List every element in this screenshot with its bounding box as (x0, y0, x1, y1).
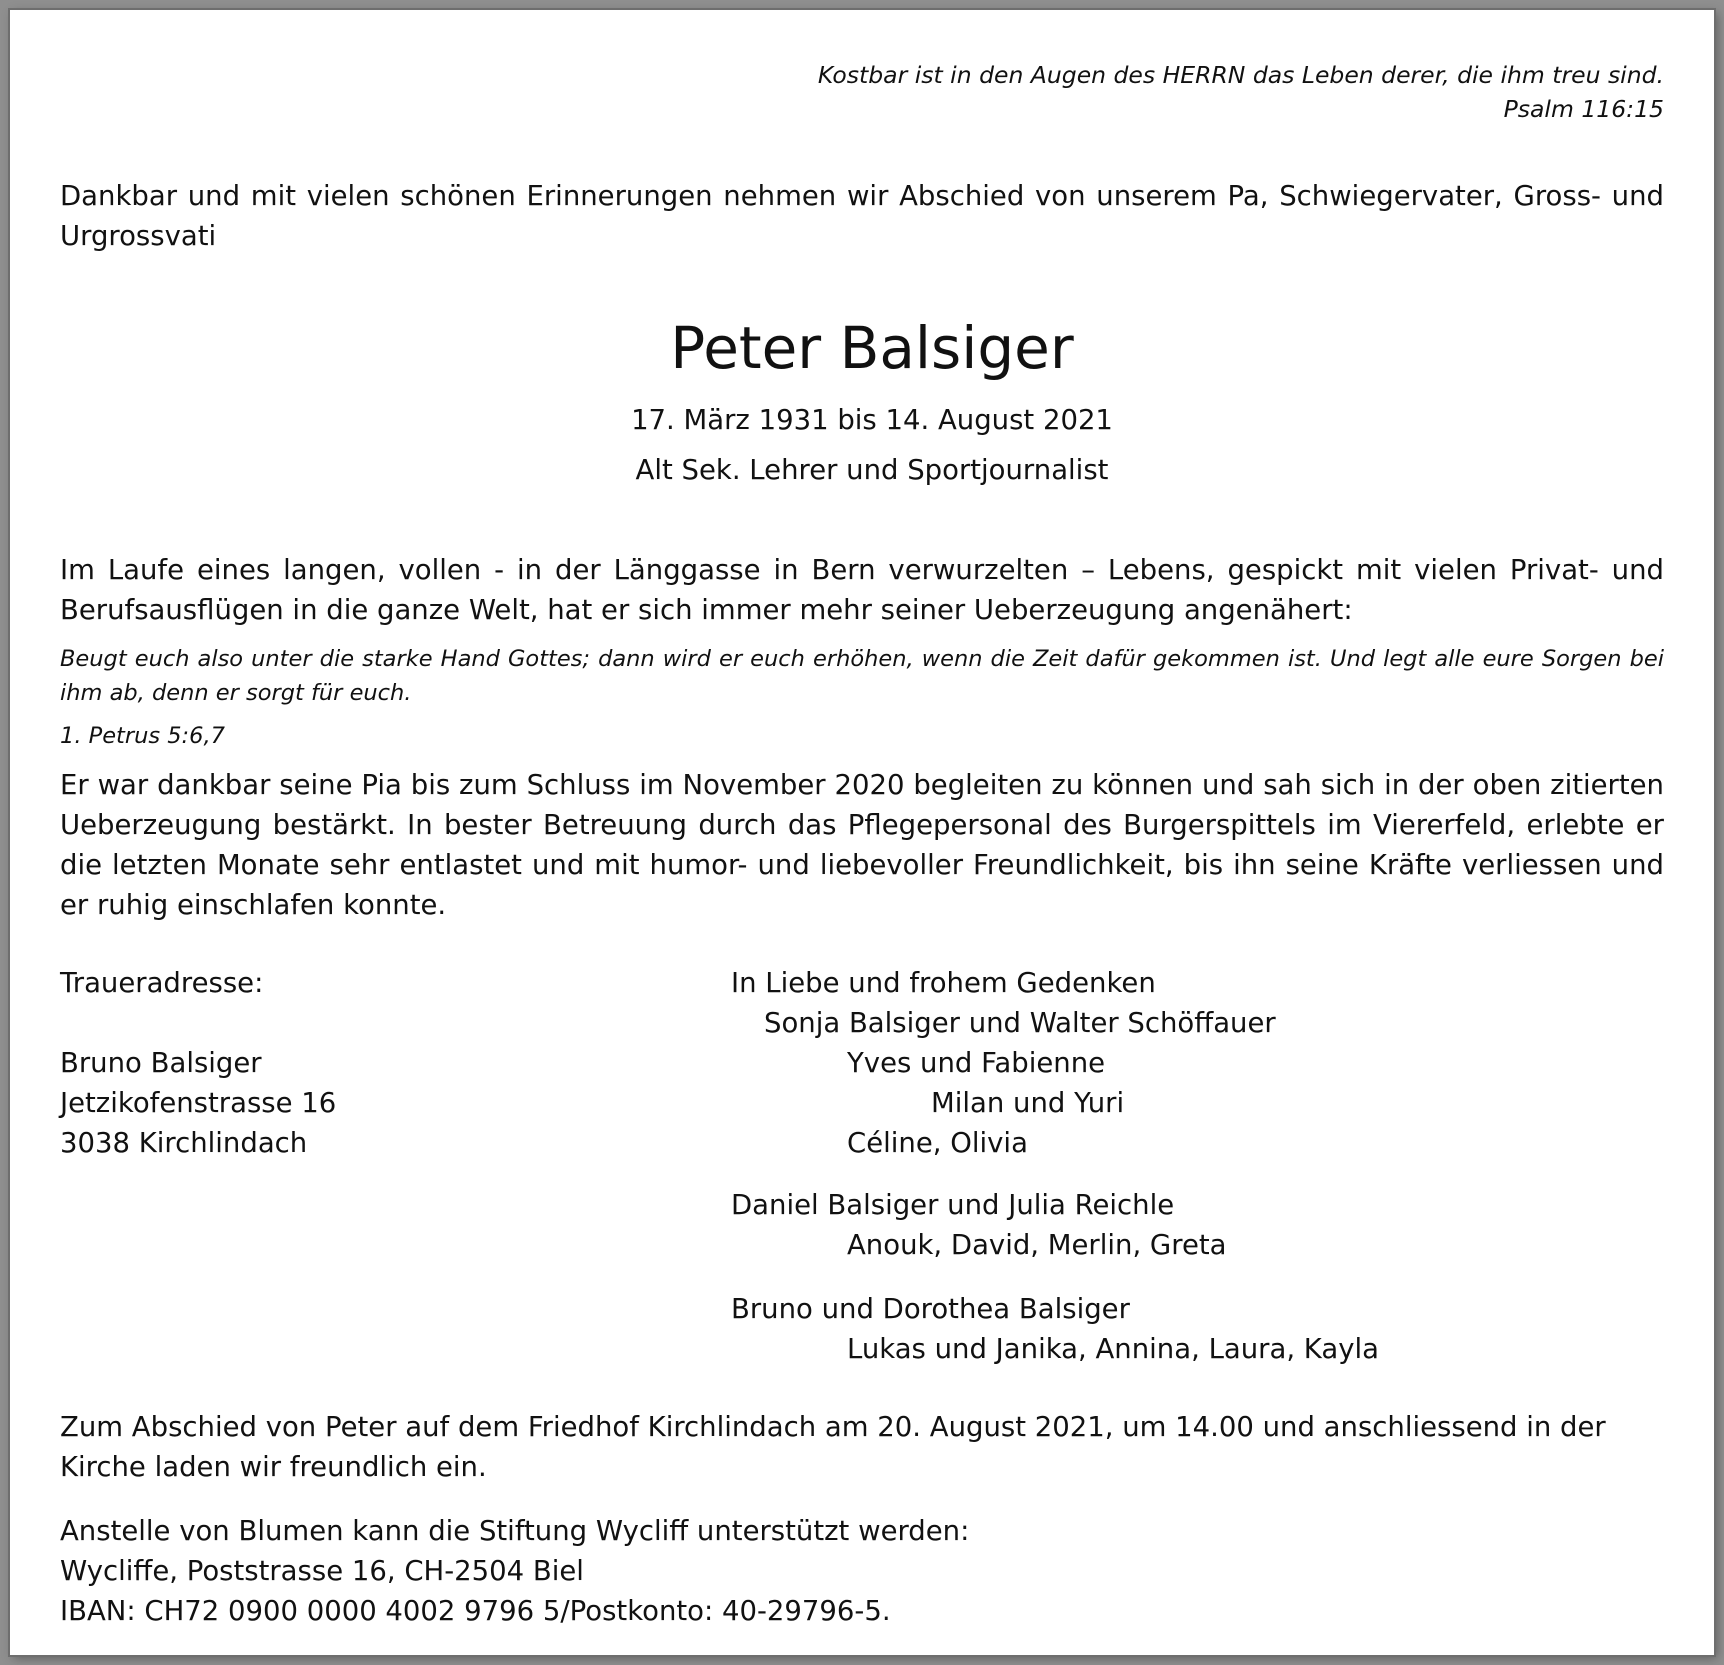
address-name: Bruno Balsiger (60, 1047, 262, 1079)
deceased-name: Peter Balsiger (670, 314, 1074, 382)
family-member-children: Céline, Olivia (847, 1127, 1028, 1159)
motto-reference: Psalm 116:15 (1503, 95, 1664, 123)
motto-quote: Kostbar ist in den Augen des HERRN das Leben derer, die ihm treu sind. (817, 61, 1664, 89)
bible-reference: 1. Petrus 5:6,7 (60, 723, 225, 749)
bible-quote: Beugt euch also unter die starke Hand Gottes; dann wird er euch erhöhen, wenn die Zeit dafür gekommen ist. Und legt alle eure Sorgen bei ihm ab, denn er sorgt für euch. (60, 646, 1664, 706)
family-member-parents: Daniel Balsiger und Julia Reichle (731, 1189, 1175, 1221)
life-paragraph: Im Laufe eines langen, vollen - in der Länggasse in Bern verwurzelten – Lebens, gespickt mit vielen Privat- und Berufsausflügen in die ganze Welt, hat er sich immer mehr seiner Ueberzeugung angenähert: (60, 554, 1664, 626)
obituary-notice (10, 10, 1714, 1655)
life-dates: 17. März 1931 bis 14. August 2021 (631, 404, 1113, 436)
family-member-grandchildren: Milan und Yuri (931, 1087, 1125, 1119)
address-label: Traueradresse: (60, 967, 264, 999)
address-street: Jetzikofenstrasse 16 (60, 1087, 337, 1119)
donation-address: Wycliffe, Poststrasse 16, CH-2504 Biel (60, 1555, 584, 1587)
address-city: 3038 Kirchlindach (60, 1127, 308, 1159)
intro-text: Dankbar und mit vielen schönen Erinnerungen nehmen wir Abschied von unserem Pa, Schwiegervater, Gross- und Urgrossvati (60, 180, 1664, 252)
final-months-paragraph: Er war dankbar seine Pia bis zum Schluss im November 2020 begleiten zu können und sah sich in der oben zitierten Ueberzeugung bestärkt. In bester Betreuung durch das Pflegepersonal des Burgerspittels im Viererfeld, erlebte er die letzten Monate sehr entlastet und mit humor- und liebevoller Freundlichkeit, bis ihn seine Kräfte verliessen und er ruhig einschlafen konnte. (60, 769, 1664, 921)
family-member-children: Lukas und Janika, Annina, Laura, Kayla (847, 1333, 1379, 1365)
family-heading: In Liebe und frohem Gedenken (731, 967, 1156, 999)
family-member-parents: Sonja Balsiger und Walter Schöffauer (764, 1007, 1276, 1039)
donation-line: Anstelle von Blumen kann die Stiftung Wycliff unterstützt werden: (60, 1515, 970, 1547)
motto (464, 58, 1664, 126)
farewell-invitation: Zum Abschied von Peter auf dem Friedhof Kirchlindach am 20. August 2021, um 14.00 und anschliessend in der Kirche laden wir freundlich ein. (60, 1411, 1606, 1483)
family-member-children: Yves und Fabienne (847, 1047, 1106, 1079)
family-member-parents: Bruno und Dorothea Balsiger (731, 1293, 1130, 1325)
donation-iban: IBAN: CH72 0900 0000 4002 9796 5/Postkonto: 40-29796-5. (60, 1595, 891, 1627)
occupation: Alt Sek. Lehrer und Sportjournalist (635, 454, 1109, 486)
family-member-children: Anouk, David, Merlin, Greta (847, 1229, 1227, 1261)
donation-info (60, 1511, 1664, 1631)
